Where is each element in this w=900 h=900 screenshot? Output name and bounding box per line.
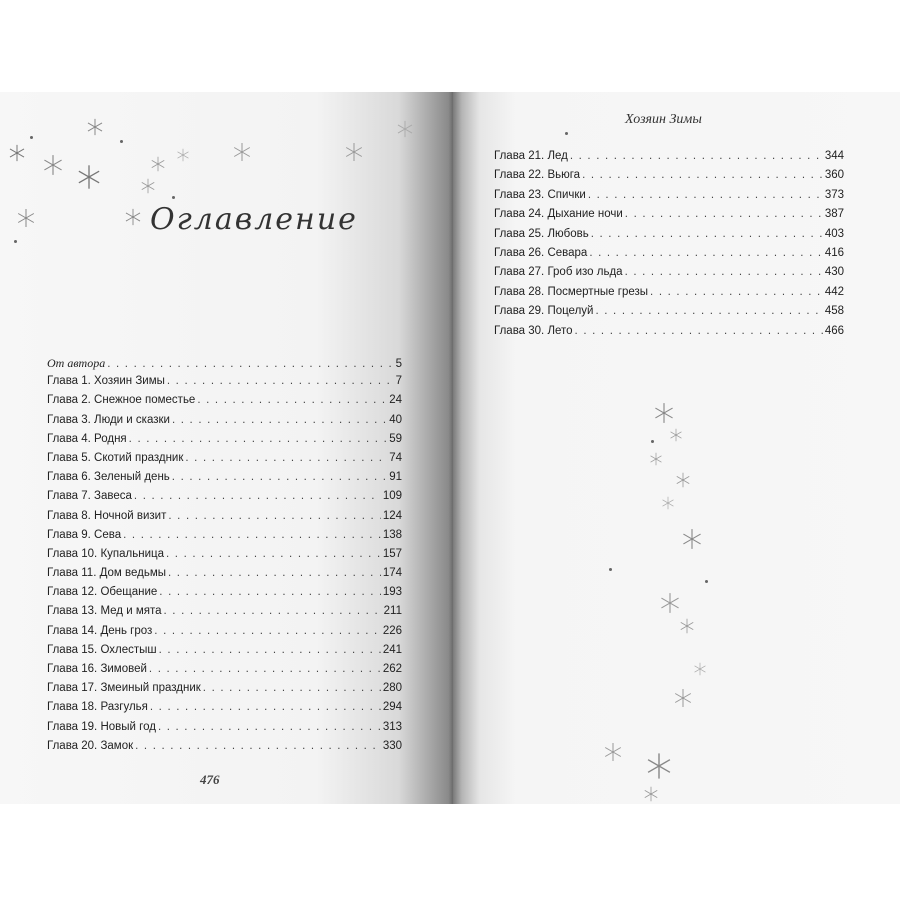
toc-entry-label: Глава 20. Замок [47,739,134,752]
toc-entry-label: Глава 7. Завеса [47,490,132,503]
toc-entry-page: 74 [389,451,402,464]
toc-entry [47,414,402,433]
toc-leader [167,375,394,387]
toc-entry [47,433,402,452]
toc-entry-page: 442 [824,285,844,298]
toc-entry [47,490,402,509]
toc-entry [47,682,402,701]
toc-entry [47,510,402,529]
snowflake-icon [645,752,673,780]
toc-entry-page: 193 [382,586,402,599]
toc-entry [47,394,402,413]
snowflake-icon [673,688,693,708]
toc-entry-label: Глава 21. Лед [494,150,568,162]
toc-entry-page: 466 [824,324,844,337]
page-title: Оглавление [150,202,358,237]
snowflake-icon [86,118,104,136]
right-page [453,92,900,804]
toc-leader [135,740,381,752]
snowflake-icon [669,428,683,442]
snowflake-icon [16,208,36,228]
toc-leader [570,150,823,162]
snowflake-icon [76,164,102,190]
snowflake-icon [232,142,252,162]
toc-leader [591,228,823,240]
running-header: Хозяин Зимы [625,112,702,127]
snowflake-icon [603,742,623,762]
toc-entry-label: Глава 14. День гроз [47,624,153,637]
toc-entry [47,375,402,394]
toc-leader [168,510,380,522]
toc-entry-label: Глава 2. Снежное поместье [47,394,196,407]
toc-leader [582,169,823,181]
toc-entry-page: 7 [395,375,402,388]
toc-entry-label: Глава 17. Змеиный праздник [47,682,201,695]
toc-entry-label: Глава 27. Гроб изо льда [494,266,623,279]
toc-leader [625,266,823,278]
toc-leader [166,548,381,560]
snowflake-icon [124,208,142,226]
toc-entry-page: 330 [382,739,402,752]
toc-leader [150,701,381,713]
toc-entry [47,471,402,490]
toc-leader [158,721,381,733]
snowflake-icon [8,144,26,162]
toc-entry [494,286,844,305]
toc-leader [197,394,387,406]
toc-entry [47,701,402,720]
toc-entry-page: 430 [824,266,844,279]
toc-entry [494,150,844,169]
toc-entry [47,529,402,548]
toc-entry-page: 458 [824,305,844,318]
toc-entry-page: 91 [389,471,402,484]
toc-entry [47,605,402,624]
toc-entry [47,644,402,663]
toc-leader [123,529,381,541]
toc-entry-page: 262 [382,663,402,675]
toc-entry-page: 109 [382,490,402,503]
toc-entry [47,452,402,471]
toc-entry-page: 211 [383,605,402,618]
toc-entry-page: 124 [382,509,402,522]
toc-entry [494,247,844,266]
toc-entry [494,228,844,247]
toc-leader [154,625,381,637]
toc-entry-page: 294 [382,701,402,714]
toc-entry-label: Глава 24. Дыхание ночи [494,208,623,221]
toc-entry [47,356,402,375]
snowflake-icon [140,178,156,194]
toc-entry-page: 313 [382,720,402,733]
toc-entry-label: Глава 28. Посмертные грезы [494,285,649,298]
toc-entry-label: Глава 26. Севара [494,246,588,259]
toc-leader [185,452,387,464]
left-page [0,92,453,804]
toc-left-list [47,356,402,759]
toc-entry-label: Глава 6. Зеленый день [47,471,170,484]
toc-leader [149,663,381,675]
snowflake-icon [661,496,675,510]
toc-entry [494,189,844,208]
snowflake-icon [679,618,695,634]
toc-entry [47,721,402,740]
toc-leader [107,358,393,370]
snowflake-icon [693,662,707,676]
toc-entry [47,740,402,759]
snowflake-icon [659,592,681,614]
toc-entry-label: Глава 23. Спички [494,188,586,201]
snowflake-icon [42,154,64,176]
page-number: 476 [200,772,220,787]
toc-entry-label: Глава 15. Охлестыш [47,643,157,656]
toc-entry-label: Глава 13. Мед и мята [47,605,162,618]
snowflake-icon [344,142,364,162]
snowflake-icon [643,786,659,802]
toc-leader [134,490,381,502]
toc-leader [163,605,381,617]
toc-entry-page: 174 [382,567,402,580]
toc-leader [159,644,381,656]
toc-entry-label: Глава 16. Зимовей [47,663,147,675]
toc-leader [575,325,823,337]
snowflake-icon [396,120,414,138]
toc-entry-label: От автора [47,356,106,370]
toc-leader [589,247,823,259]
toc-leader [172,414,387,426]
toc-entry-page: 416 [824,246,844,259]
toc-entry-label: Глава 12. Обещание [47,586,158,599]
toc-entry-label: Глава 1. Хозяин Зимы [47,375,165,388]
toc-entry-page: 387 [824,208,844,221]
toc-leader [159,586,381,598]
toc-leader [172,471,387,483]
toc-entry-page: 344 [824,150,844,162]
toc-entry [494,305,844,324]
book-spread [0,92,900,804]
toc-entry [47,548,402,567]
toc-entry-label: Глава 4. Родня [47,432,127,445]
toc-entry-label: Глава 30. Лето [494,324,573,337]
toc-entry-label: Глава 18. Разгулья [47,701,148,714]
toc-leader [595,305,822,317]
toc-right-list [494,150,844,344]
toc-entry-label: Глава 5. Скотий праздник [47,451,184,464]
toc-entry [494,325,844,344]
toc-leader [168,567,381,579]
toc-entry [47,586,402,605]
toc-leader [650,286,823,298]
snowflake-icon [681,528,703,550]
toc-leader [203,682,381,694]
toc-entry [47,625,402,644]
toc-entry-page: 226 [382,624,402,637]
toc-entry-page: 5 [395,358,402,370]
toc-entry-page: 138 [382,528,402,541]
toc-entry-label: Глава 29. Поцелуй [494,305,594,318]
toc-entry-page: 373 [824,188,844,201]
toc-entry-page: 24 [389,394,402,407]
toc-entry [494,208,844,227]
snowflake-icon [649,452,663,466]
toc-entry-label: Глава 3. Люди и сказки [47,413,170,426]
toc-entry-label: Глава 10. Купальница [47,547,164,560]
toc-leader [129,433,388,445]
toc-entry [47,567,402,586]
toc-entry [47,663,402,682]
toc-entry-label: Глава 9. Сева [47,528,122,541]
snowflake-icon [653,402,675,424]
toc-entry-page: 157 [382,547,402,560]
toc-entry-page: 280 [382,682,402,695]
snowflake-icon [150,156,166,172]
toc-entry-page: 59 [389,432,402,445]
toc-entry [494,169,844,188]
toc-entry-label: Глава 8. Ночной визит [47,509,167,522]
toc-entry-label: Глава 11. Дом ведьмы [47,567,166,580]
toc-leader [588,189,823,201]
toc-entry-label: Глава 25. Любовь [494,227,589,240]
toc-entry-page: 40 [389,413,402,426]
toc-entry-page: 360 [824,169,844,182]
toc-entry-page: 241 [382,643,402,656]
toc-leader [625,208,823,220]
toc-entry-label: Глава 19. Новый год [47,720,156,733]
toc-entry [494,266,844,285]
toc-entry-label: Глава 22. Вьюга [494,169,581,182]
snowflake-icon [675,472,691,488]
snowflake-icon [176,148,190,162]
toc-entry-page: 403 [824,227,844,240]
